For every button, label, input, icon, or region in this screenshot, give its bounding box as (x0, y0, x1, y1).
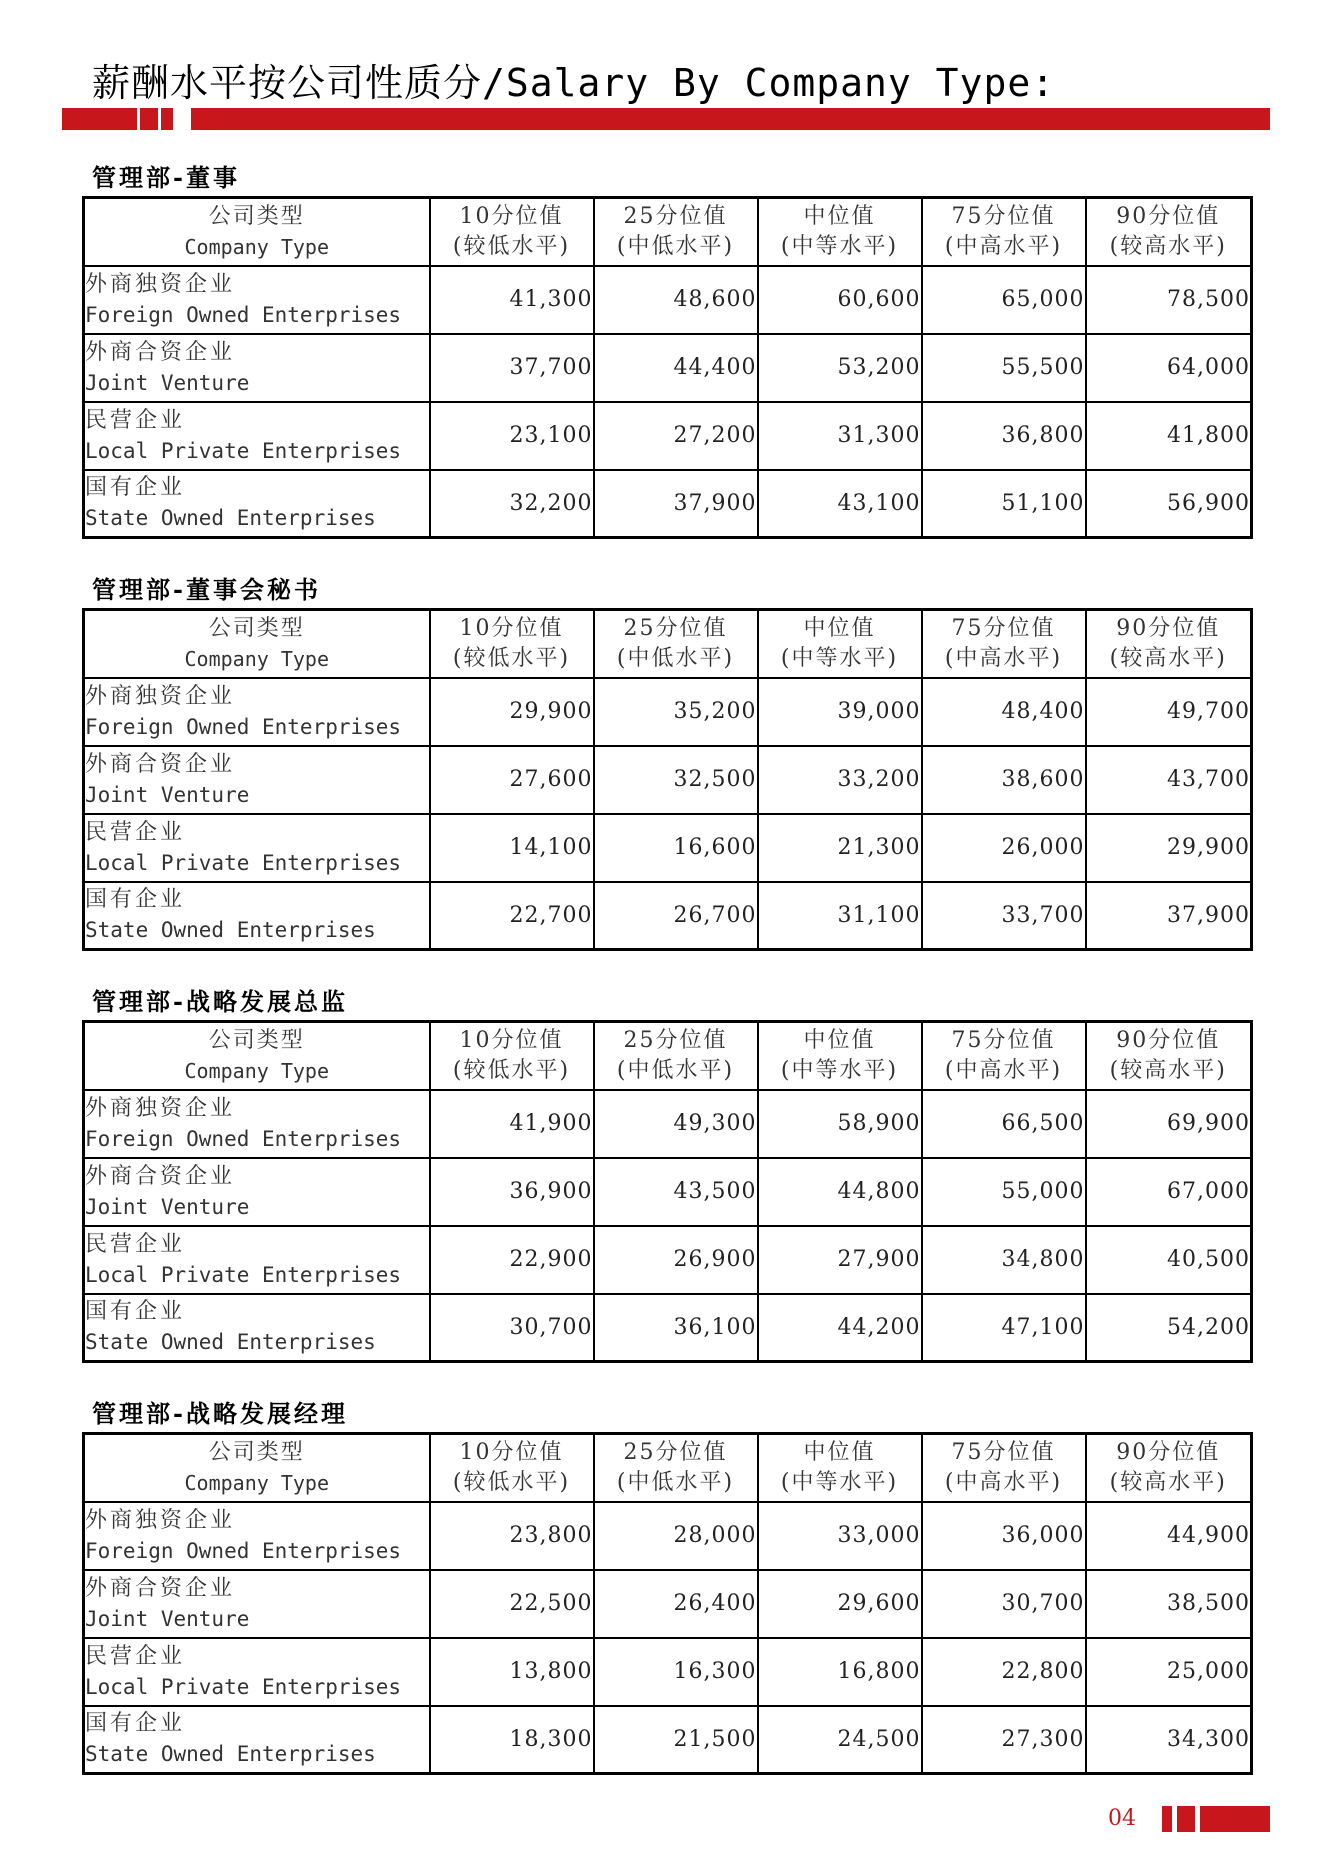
salary-value: 43,700 (1086, 746, 1252, 814)
level-label: (较低水平) (452, 1469, 571, 1495)
percentile-label: 90分位值 (1116, 615, 1221, 641)
salary-value: 78,500 (1086, 266, 1252, 334)
percentile-header (1086, 1022, 1252, 1090)
company-type-zh: 外商合资企业 (85, 751, 236, 777)
company-type-en: Joint Venture (85, 1194, 250, 1219)
table-row (84, 814, 1252, 882)
salary-section (82, 160, 1250, 539)
salary-value: 47,100 (922, 1294, 1086, 1362)
company-type-zh: 外商合资企业 (85, 339, 236, 365)
level-label: (较低水平) (452, 1057, 571, 1083)
percentile-header (922, 1434, 1086, 1502)
salary-value: 13,800 (430, 1638, 594, 1706)
header-label-zh: 公司类型 (208, 203, 305, 229)
salary-value: 44,800 (758, 1158, 922, 1226)
company-type-en: Local Private Enterprises (85, 438, 402, 463)
table-row (84, 334, 1252, 402)
salary-value: 27,200 (594, 402, 758, 470)
percentile-label: 10分位值 (459, 203, 564, 229)
salary-value: 32,500 (594, 746, 758, 814)
percentile-label: 75分位值 (951, 615, 1056, 641)
company-type-en: Foreign Owned Enterprises (85, 302, 402, 327)
table-row (84, 1570, 1252, 1638)
level-label: (中低水平) (616, 233, 735, 259)
percentile-label: 10分位值 (459, 615, 564, 641)
header-decor-bar (140, 108, 158, 130)
level-label: (较高水平) (1109, 1057, 1227, 1083)
percentile-header (758, 1022, 922, 1090)
page-number: 04 (1108, 1806, 1136, 1831)
salary-value: 27,600 (430, 746, 594, 814)
header-label-zh: 公司类型 (208, 1027, 305, 1053)
salary-value: 22,500 (430, 1570, 594, 1638)
table-row (84, 746, 1252, 814)
salary-value: 30,700 (922, 1570, 1086, 1638)
salary-value: 23,800 (430, 1502, 594, 1570)
percentile-header (922, 610, 1086, 678)
table-row (84, 1706, 1252, 1774)
company-type-zh: 外商独资企业 (85, 1507, 236, 1533)
company-type-zh: 外商独资企业 (85, 683, 236, 709)
salary-value: 26,900 (594, 1226, 758, 1294)
salary-section (82, 984, 1250, 1363)
company-type-en: Joint Venture (85, 782, 250, 807)
percentile-label: 10分位值 (459, 1439, 564, 1465)
salary-value: 41,800 (1086, 402, 1252, 470)
table-row (84, 1294, 1252, 1362)
footer-decor-bar (1162, 1806, 1172, 1832)
salary-value: 43,500 (594, 1158, 758, 1226)
table-row (84, 882, 1252, 950)
salary-value: 36,000 (922, 1502, 1086, 1570)
salary-value: 33,700 (922, 882, 1086, 950)
company-type-header (84, 610, 430, 678)
salary-table (82, 1020, 1253, 1363)
percentile-label: 75分位值 (951, 203, 1056, 229)
percentile-header (922, 198, 1086, 266)
company-type-cell (84, 334, 430, 402)
table-row (84, 1502, 1252, 1570)
salary-value: 48,400 (922, 678, 1086, 746)
level-label: (中低水平) (616, 1469, 735, 1495)
percentile-label: 中位值 (803, 615, 876, 641)
salary-value: 21,500 (594, 1706, 758, 1774)
salary-value: 38,500 (1086, 1570, 1252, 1638)
salary-value: 44,900 (1086, 1502, 1252, 1570)
percentile-label: 10分位值 (459, 1027, 564, 1053)
percentile-header (758, 198, 922, 266)
salary-value: 36,800 (922, 402, 1086, 470)
percentile-header (1086, 198, 1252, 266)
percentile-label: 75分位值 (951, 1027, 1056, 1053)
section-title: 管理部-战略发展经理 (92, 1399, 348, 1428)
salary-value: 55,500 (922, 334, 1086, 402)
salary-value: 54,200 (1086, 1294, 1252, 1362)
salary-value: 39,000 (758, 678, 922, 746)
percentile-header (922, 1022, 1086, 1090)
footer-decor-bar (1177, 1806, 1195, 1832)
salary-value: 58,900 (758, 1090, 922, 1158)
salary-value: 29,900 (430, 678, 594, 746)
company-type-zh: 民营企业 (85, 1643, 186, 1669)
salary-value: 43,100 (758, 470, 922, 538)
salary-value: 21,300 (758, 814, 922, 882)
level-label: (中等水平) (780, 233, 899, 259)
header-label-en: Company Type (184, 1470, 329, 1495)
salary-value: 26,400 (594, 1570, 758, 1638)
table-header-row (84, 1022, 1252, 1090)
company-type-en: State Owned Enterprises (85, 506, 376, 531)
company-type-zh: 国有企业 (85, 475, 186, 501)
salary-value: 27,900 (758, 1226, 922, 1294)
table-row (84, 402, 1252, 470)
table-row (84, 266, 1252, 334)
header-decor-bar (191, 108, 1270, 130)
company-type-cell (84, 1502, 430, 1570)
salary-value: 65,000 (922, 266, 1086, 334)
company-type-cell (84, 1294, 430, 1362)
company-type-cell (84, 1638, 430, 1706)
company-type-cell (84, 814, 430, 882)
salary-value: 23,100 (430, 402, 594, 470)
company-type-en: Local Private Enterprises (85, 1262, 402, 1287)
company-type-en: State Owned Enterprises (85, 918, 376, 943)
company-type-cell (84, 1090, 430, 1158)
header-label-zh: 公司类型 (208, 1439, 305, 1465)
salary-table (82, 1432, 1253, 1775)
company-type-cell (84, 678, 430, 746)
level-label: (中等水平) (780, 1469, 899, 1495)
salary-value: 31,300 (758, 402, 922, 470)
salary-value: 49,700 (1086, 678, 1252, 746)
percentile-header (594, 198, 758, 266)
footer-decor-bar (1200, 1806, 1270, 1832)
table-row (84, 1090, 1252, 1158)
salary-value: 53,200 (758, 334, 922, 402)
table-row (84, 1226, 1252, 1294)
salary-table (82, 608, 1253, 951)
company-type-en: Joint Venture (85, 370, 250, 395)
company-type-en: Foreign Owned Enterprises (85, 1538, 402, 1563)
salary-value: 27,300 (922, 1706, 1086, 1774)
salary-value: 36,100 (594, 1294, 758, 1362)
table-row (84, 678, 1252, 746)
company-type-cell (84, 1706, 430, 1774)
company-type-zh: 外商合资企业 (85, 1163, 236, 1189)
salary-value: 41,300 (430, 266, 594, 334)
salary-value: 14,100 (430, 814, 594, 882)
salary-value: 26,000 (922, 814, 1086, 882)
level-label: (较高水平) (1109, 1469, 1227, 1495)
salary-value: 33,000 (758, 1502, 922, 1570)
table-header-row (84, 610, 1252, 678)
salary-value: 36,900 (430, 1158, 594, 1226)
company-type-zh: 民营企业 (85, 1231, 186, 1257)
salary-value: 16,600 (594, 814, 758, 882)
percentile-label: 25分位值 (623, 203, 728, 229)
percentile-label: 90分位值 (1116, 1439, 1221, 1465)
salary-value: 24,500 (758, 1706, 922, 1774)
company-type-cell (84, 882, 430, 950)
percentile-header (594, 1434, 758, 1502)
level-label: (中高水平) (944, 645, 1063, 671)
salary-value: 69,900 (1086, 1090, 1252, 1158)
salary-value: 22,800 (922, 1638, 1086, 1706)
salary-value: 34,300 (1086, 1706, 1252, 1774)
level-label: (中低水平) (616, 645, 735, 671)
percentile-label: 90分位值 (1116, 203, 1221, 229)
company-type-cell (84, 746, 430, 814)
salary-value: 56,900 (1086, 470, 1252, 538)
company-type-en: Foreign Owned Enterprises (85, 714, 402, 739)
salary-value: 37,700 (430, 334, 594, 402)
table-header-row (84, 1434, 1252, 1502)
salary-value: 32,200 (430, 470, 594, 538)
percentile-header (758, 610, 922, 678)
percentile-header (758, 1434, 922, 1502)
salary-value: 30,700 (430, 1294, 594, 1362)
salary-section (82, 1396, 1250, 1775)
salary-value: 22,700 (430, 882, 594, 950)
table-row (84, 1638, 1252, 1706)
level-label: (中低水平) (616, 1057, 735, 1083)
level-label: (中高水平) (944, 233, 1063, 259)
level-label: (中高水平) (944, 1469, 1063, 1495)
company-type-header (84, 1434, 430, 1502)
company-type-en: State Owned Enterprises (85, 1330, 376, 1355)
company-type-cell (84, 470, 430, 538)
company-type-zh: 外商独资企业 (85, 1095, 236, 1121)
section-title: 管理部-董事会秘书 (92, 575, 321, 604)
company-type-cell (84, 402, 430, 470)
level-label: (较高水平) (1109, 645, 1227, 671)
salary-value: 37,900 (1086, 882, 1252, 950)
percentile-header (594, 1022, 758, 1090)
salary-value: 66,500 (922, 1090, 1086, 1158)
salary-value: 28,000 (594, 1502, 758, 1570)
salary-table (82, 196, 1253, 539)
percentile-header (430, 198, 594, 266)
percentile-label: 中位值 (803, 203, 876, 229)
salary-value: 49,300 (594, 1090, 758, 1158)
salary-value: 40,500 (1086, 1226, 1252, 1294)
percentile-header (430, 1022, 594, 1090)
section-title: 管理部-董事 (92, 163, 240, 192)
company-type-cell (84, 266, 430, 334)
company-type-en: Joint Venture (85, 1606, 250, 1631)
salary-value: 55,000 (922, 1158, 1086, 1226)
salary-value: 37,900 (594, 470, 758, 538)
salary-value: 48,600 (594, 266, 758, 334)
salary-value: 33,200 (758, 746, 922, 814)
company-type-header (84, 198, 430, 266)
salary-value: 25,000 (1086, 1638, 1252, 1706)
salary-value: 44,200 (758, 1294, 922, 1362)
company-type-cell (84, 1226, 430, 1294)
section-title: 管理部-战略发展总监 (92, 987, 348, 1016)
salary-value: 44,400 (594, 334, 758, 402)
table-row (84, 1158, 1252, 1226)
percentile-header (1086, 1434, 1252, 1502)
percentile-label: 中位值 (803, 1027, 876, 1053)
salary-section (82, 572, 1250, 951)
header-label-en: Company Type (184, 646, 329, 671)
header-label-en: Company Type (184, 234, 329, 259)
company-type-zh: 外商合资企业 (85, 1575, 236, 1601)
header-label-zh: 公司类型 (208, 615, 305, 641)
level-label: (较低水平) (452, 645, 571, 671)
percentile-label: 中位值 (803, 1439, 876, 1465)
company-type-zh: 国有企业 (85, 887, 186, 913)
level-label: (较低水平) (452, 233, 571, 259)
company-type-header (84, 1022, 430, 1090)
salary-value: 18,300 (430, 1706, 594, 1774)
company-type-cell (84, 1158, 430, 1226)
percentile-header (430, 1434, 594, 1502)
percentile-label: 25分位值 (623, 615, 728, 641)
table-header-row (84, 198, 1252, 266)
table-row (84, 470, 1252, 538)
page-title: 薪酬水平按公司性质分/Salary By Company Type: (92, 61, 1056, 105)
salary-value: 16,300 (594, 1638, 758, 1706)
salary-value: 67,000 (1086, 1158, 1252, 1226)
header-label-en: Company Type (184, 1058, 329, 1083)
salary-value: 60,600 (758, 266, 922, 334)
percentile-label: 90分位值 (1116, 1027, 1221, 1053)
company-type-en: Foreign Owned Enterprises (85, 1126, 402, 1151)
level-label: (中等水平) (780, 645, 899, 671)
salary-value: 31,100 (758, 882, 922, 950)
salary-value: 41,900 (430, 1090, 594, 1158)
company-type-en: State Owned Enterprises (85, 1742, 376, 1767)
salary-value: 26,700 (594, 882, 758, 950)
company-type-zh: 国有企业 (85, 1299, 186, 1325)
company-type-en: Local Private Enterprises (85, 850, 402, 875)
level-label: (中高水平) (944, 1057, 1063, 1083)
level-label: (中等水平) (780, 1057, 899, 1083)
salary-value: 51,100 (922, 470, 1086, 538)
percentile-header (1086, 610, 1252, 678)
company-type-zh: 外商独资企业 (85, 271, 236, 297)
level-label: (较高水平) (1109, 233, 1227, 259)
company-type-zh: 民营企业 (85, 407, 186, 433)
company-type-en: Local Private Enterprises (85, 1674, 402, 1699)
percentile-header (594, 610, 758, 678)
salary-value: 64,000 (1086, 334, 1252, 402)
salary-value: 22,900 (430, 1226, 594, 1294)
salary-value: 16,800 (758, 1638, 922, 1706)
salary-value: 29,900 (1086, 814, 1252, 882)
percentile-label: 75分位值 (951, 1439, 1056, 1465)
salary-value: 38,600 (922, 746, 1086, 814)
company-type-zh: 民营企业 (85, 819, 186, 845)
salary-value: 35,200 (594, 678, 758, 746)
salary-value: 29,600 (758, 1570, 922, 1638)
company-type-zh: 国有企业 (85, 1711, 186, 1737)
salary-value: 34,800 (922, 1226, 1086, 1294)
percentile-label: 25分位值 (623, 1027, 728, 1053)
header-decor-bar (62, 108, 137, 130)
company-type-cell (84, 1570, 430, 1638)
percentile-header (430, 610, 594, 678)
header-decor-bar (161, 108, 173, 130)
percentile-label: 25分位值 (623, 1439, 728, 1465)
